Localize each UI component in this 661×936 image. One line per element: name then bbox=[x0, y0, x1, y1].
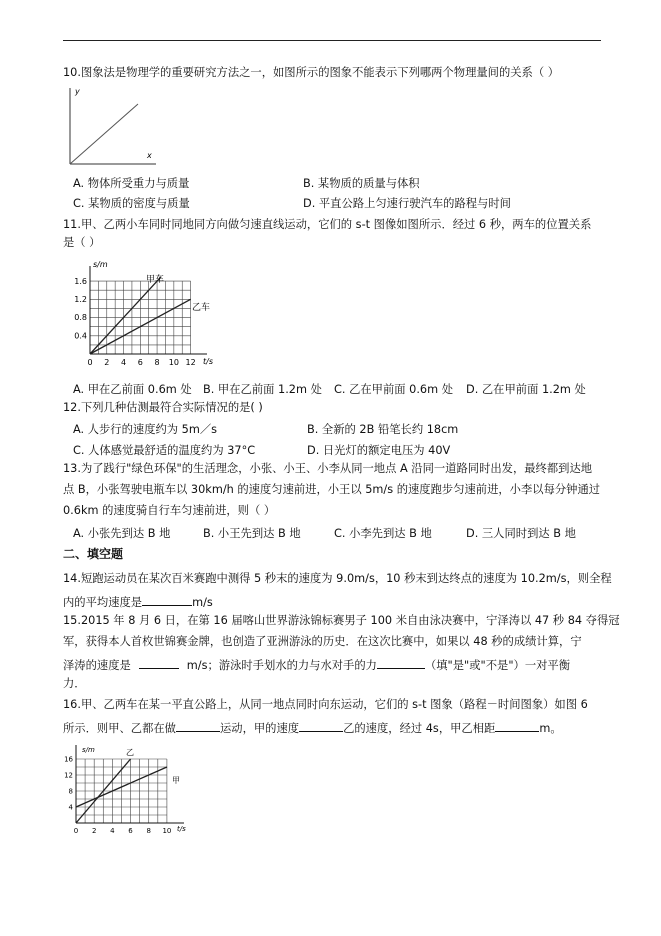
x-tick-label: 2 bbox=[104, 358, 110, 367]
series-line-0 bbox=[90, 277, 161, 354]
x-tick-label: 6 bbox=[137, 358, 143, 367]
q13-option-d[interactable]: D. 三人同时到达 B 地 bbox=[466, 527, 576, 540]
y-tick-label: 16 bbox=[64, 755, 73, 764]
y-tick-label: 0.8 bbox=[74, 313, 87, 323]
q15-blank-balance[interactable] bbox=[377, 656, 425, 669]
q16-blank-motion[interactable] bbox=[176, 719, 220, 732]
x-tick-label: 4 bbox=[110, 827, 115, 835]
q16-x-label: t/s bbox=[177, 825, 186, 833]
q14-text-pre: 内的平均速度是 bbox=[63, 596, 143, 609]
q10-line bbox=[70, 104, 138, 164]
question-16-line2 bbox=[63, 719, 562, 736]
q16-blank-compare[interactable] bbox=[299, 719, 343, 732]
y-tick-label: 12 bbox=[64, 771, 73, 780]
question-14-line2 bbox=[63, 593, 213, 610]
q16-series-label-jia: 甲 bbox=[172, 776, 180, 785]
q13-option-a[interactable]: A. 小张先到达 B 地 bbox=[73, 527, 171, 540]
q10-y-label: y bbox=[75, 87, 80, 96]
question-13-line3: 0.6km 的速度骑自行车匀速前进，则（ ） bbox=[63, 504, 276, 517]
x-tick-label: 10 bbox=[162, 827, 172, 835]
q10-option-d[interactable]: D. 平直公路上匀速行驶汽车的路程与时间 bbox=[303, 197, 511, 210]
q13-option-b[interactable]: B. 小王先到达 B 地 bbox=[203, 527, 301, 540]
q11-series-label-jia: 甲车 bbox=[146, 275, 165, 285]
q14-blank[interactable] bbox=[142, 593, 192, 606]
q12-option-d[interactable]: D. 日光灯的额定电压为 40V bbox=[307, 444, 451, 457]
q11-series-label-yi: 乙车 bbox=[192, 303, 211, 313]
q16-grid bbox=[76, 759, 167, 823]
q10-option-b[interactable]: B. 某物质的质量与体积 bbox=[303, 177, 420, 190]
q14-text-post: m/s bbox=[192, 596, 213, 609]
question-11-stem-line2: 是（ ） bbox=[63, 236, 101, 249]
q10-graph bbox=[60, 84, 160, 168]
q16-series-label-yi: 乙 bbox=[126, 748, 134, 757]
question-13-line1: 13.为了践行"绿色环保"的生活理念，小张、小王、小李从同一地点 A 沿同一道路同时出发，最终都到达地 bbox=[63, 462, 593, 475]
q15-text-a: 泽涛的速度是 bbox=[63, 659, 131, 672]
q16-ticks bbox=[64, 745, 184, 835]
section-title-fill-in: 二、填空题 bbox=[63, 547, 124, 561]
x-tick-label: 2 bbox=[91, 827, 97, 835]
q15-text-b: m/s；游泳时手划水的力与水对手的力 bbox=[186, 659, 377, 672]
question-10-stem: 10.图象法是物理学的重要研究方法之一，如图所示的图象不能表示下列哪两个物理量间的关系（ ） bbox=[63, 66, 560, 79]
question-16-line1: 16.甲、乙两车在某一平直公路上，从同一地点同时向东运动，它们的 s-t 图象（路程－时间图象）如图 6 bbox=[63, 698, 588, 711]
q15-text-c: （填"是"或"不是"）一对平衡 bbox=[424, 659, 571, 672]
q16-graph bbox=[60, 741, 200, 837]
question-14-line1: 14.短跑运动员在某次百米赛跑中测得 5 秒末的速度为 9.0m/s，10 秒末到达终点的速度为 10.2m/s，则全程 bbox=[63, 572, 612, 585]
q16-text-c: 乙的速度，经过 4s，甲乙相距 bbox=[343, 722, 496, 735]
q11-option-a[interactable]: A. 甲在乙前面 0.6m 处 bbox=[73, 383, 192, 396]
question-13-line2: 点 B，小张驾驶电瓶车以 30km/h 的速度匀速前进，小王以 5m/s 的速度跑步匀速前进，小李以每分钟通过 bbox=[63, 483, 601, 496]
q11-y-label: s/m bbox=[93, 260, 108, 269]
q12-option-c[interactable]: C. 人体感觉最舒适的温度约为 37°C bbox=[73, 444, 256, 457]
x-tick-label: 12 bbox=[185, 358, 196, 367]
q10-x-label: x bbox=[147, 151, 152, 160]
y-tick-label: 1.2 bbox=[74, 295, 87, 304]
q16-text-a: 所示．则甲、乙都在做 bbox=[63, 722, 176, 735]
x-tick-label: 8 bbox=[146, 827, 151, 835]
question-15-line4: 力． bbox=[63, 677, 86, 690]
x-tick-label: 8 bbox=[154, 358, 160, 367]
question-15-line3 bbox=[63, 656, 570, 673]
y-tick-label: 1.6 bbox=[74, 276, 87, 286]
q12-option-b[interactable]: B. 全新的 2B 铅笔长约 18cm bbox=[307, 423, 459, 436]
question-12-stem: 12.下列几种估测最符合实际情况的是( ) bbox=[63, 401, 263, 414]
x-tick-label: 6 bbox=[128, 827, 133, 835]
q16-text-d: m。 bbox=[539, 722, 562, 735]
q11-x-label: t/s bbox=[203, 357, 213, 366]
q16-blank-distance[interactable] bbox=[495, 719, 539, 732]
q13-option-c[interactable]: C. 小李先到达 B 地 bbox=[334, 527, 432, 540]
x-tick-label: 4 bbox=[120, 358, 127, 367]
q11-option-c[interactable]: C. 乙在甲前面 0.6m 处 bbox=[334, 383, 454, 396]
question-15-line1: 15.2015 年 8 月 6 日，在第 16 届喀山世界游泳锦标赛男子 100 米自由泳决赛中，宁泽涛以 47 秒 84 夺得冠 bbox=[63, 614, 620, 627]
q11-grid bbox=[90, 281, 191, 354]
x-tick-label: 0 bbox=[87, 358, 93, 367]
q15-blank-speed[interactable] bbox=[139, 656, 179, 669]
question-11-stem-line1: 11.甲、乙两小车同时同地同方向做匀速直线运动，它们的 s-t 图像如图所示．经过 6 秒，两车的位置关系 bbox=[63, 218, 592, 231]
header-rule bbox=[63, 40, 601, 41]
q10-option-c[interactable]: C. 某物质的密度与质量 bbox=[73, 197, 190, 210]
x-tick-label: 10 bbox=[168, 358, 179, 367]
q10-option-a[interactable]: A. 物体所受重力与质量 bbox=[73, 177, 190, 190]
x-tick-label: 0 bbox=[73, 827, 79, 835]
q11-option-b[interactable]: B. 甲在乙前面 1.2m 处 bbox=[203, 383, 322, 396]
y-tick-label: 0.4 bbox=[74, 331, 87, 341]
q12-option-a[interactable]: A. 人步行的速度约为 5m／s bbox=[73, 423, 218, 436]
question-15-line2: 军，获得本人首枚世锦赛金牌，也创造了亚洲游泳的历史．在这次比赛中，如果以 48 秒的成绩计算，宁 bbox=[63, 635, 582, 648]
q11-graph bbox=[66, 256, 246, 372]
q11-option-d[interactable]: D. 乙在甲前面 1.2m 处 bbox=[466, 383, 586, 396]
q16-y-label: s/m bbox=[82, 746, 95, 754]
q16-text-b: 运动，甲的速度 bbox=[219, 722, 300, 735]
y-tick-label: 8 bbox=[68, 787, 73, 796]
y-tick-label: 4 bbox=[68, 803, 73, 812]
